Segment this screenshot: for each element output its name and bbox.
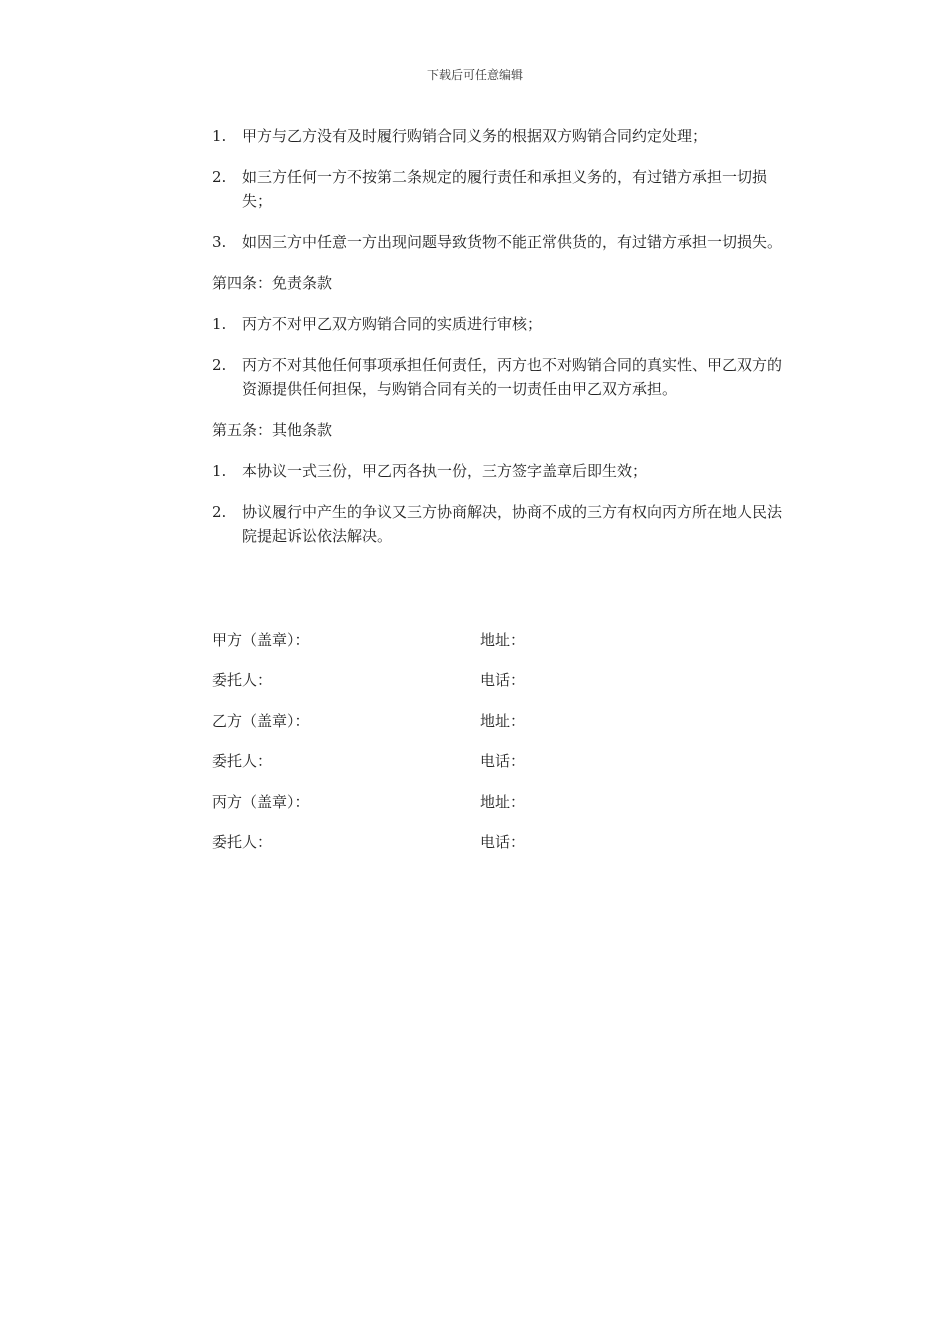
list-item bbox=[212, 165, 796, 213]
list-item bbox=[212, 312, 796, 336]
signature-contact-label: 地址： bbox=[480, 631, 526, 649]
list-item-text: 丙方不对甲乙双方购销合同的实质进行审核； bbox=[242, 315, 543, 333]
section-heading: 第五条：其他条款 bbox=[212, 421, 333, 439]
signature-row bbox=[212, 709, 796, 749]
signature-party-label: 委托人： bbox=[212, 832, 273, 851]
list-item-number: 2. bbox=[212, 503, 227, 521]
list-item-text: 本协议一式三份，甲乙丙各执一份，三方签字盖章后即生效； bbox=[242, 462, 648, 480]
signature-party-label: 委托人： bbox=[212, 752, 273, 771]
list-item-number: 2. bbox=[212, 356, 227, 374]
list-item-text: 如三方任何一方不按第二条规定的履行责任和承担义务的，有过错方承担一切损失； bbox=[242, 168, 768, 210]
signature-contact-label: 电话： bbox=[480, 752, 526, 771]
list-item bbox=[212, 124, 796, 148]
signature-party-label: 丙方（盖章）： bbox=[212, 792, 310, 811]
list-item bbox=[212, 459, 796, 483]
list-item bbox=[212, 353, 796, 401]
list-item-number: 3. bbox=[212, 233, 227, 251]
signature-row bbox=[212, 749, 796, 789]
signature-party-label: 乙方（盖章）： bbox=[212, 711, 310, 730]
list-item-number: 1. bbox=[212, 462, 227, 480]
page-header: 下载后可任意编辑 bbox=[426, 68, 523, 82]
signature-contact-label: 地址： bbox=[480, 711, 526, 730]
signature-contact-label: 地址： bbox=[480, 792, 526, 811]
signature-contact-label: 电话： bbox=[480, 671, 526, 690]
list-item-number: 1. bbox=[212, 127, 227, 145]
list-item bbox=[212, 230, 796, 254]
signature-row bbox=[212, 790, 796, 830]
list-item-number: 2. bbox=[212, 168, 227, 186]
section-heading: 第四条：免责条款 bbox=[212, 274, 333, 292]
document-body bbox=[212, 124, 796, 565]
list-item-number: 1. bbox=[212, 315, 227, 333]
list-item bbox=[212, 500, 796, 548]
signature-row bbox=[212, 830, 796, 870]
signature-party-label: 委托人： bbox=[212, 671, 273, 690]
list-item-text: 丙方不对其他任何事项承担任何责任，丙方也不对购销合同的真实性、甲乙双方的资源提供任何担保，与购销合同有关的一切责任由甲乙双方承担。 bbox=[242, 356, 783, 398]
list-item-text: 甲方与乙方没有及时履行购销合同义务的根据双方购销合同约定处理； bbox=[242, 127, 708, 145]
signature-row bbox=[212, 668, 796, 708]
signature-party-label: 甲方（盖章）： bbox=[212, 631, 310, 649]
list-item-text: 协议履行中产生的争议又三方协商解决，协商不成的三方有权向丙方所在地人民法院提起诉讼依法解决。 bbox=[242, 503, 783, 545]
signature-row bbox=[212, 628, 796, 668]
list-item-text: 如因三方中任意一方出现问题导致货物不能正常供货的，有过错方承担一切损失。 bbox=[242, 233, 783, 251]
signature-block bbox=[212, 628, 796, 870]
signature-contact-label: 电话： bbox=[480, 832, 526, 851]
